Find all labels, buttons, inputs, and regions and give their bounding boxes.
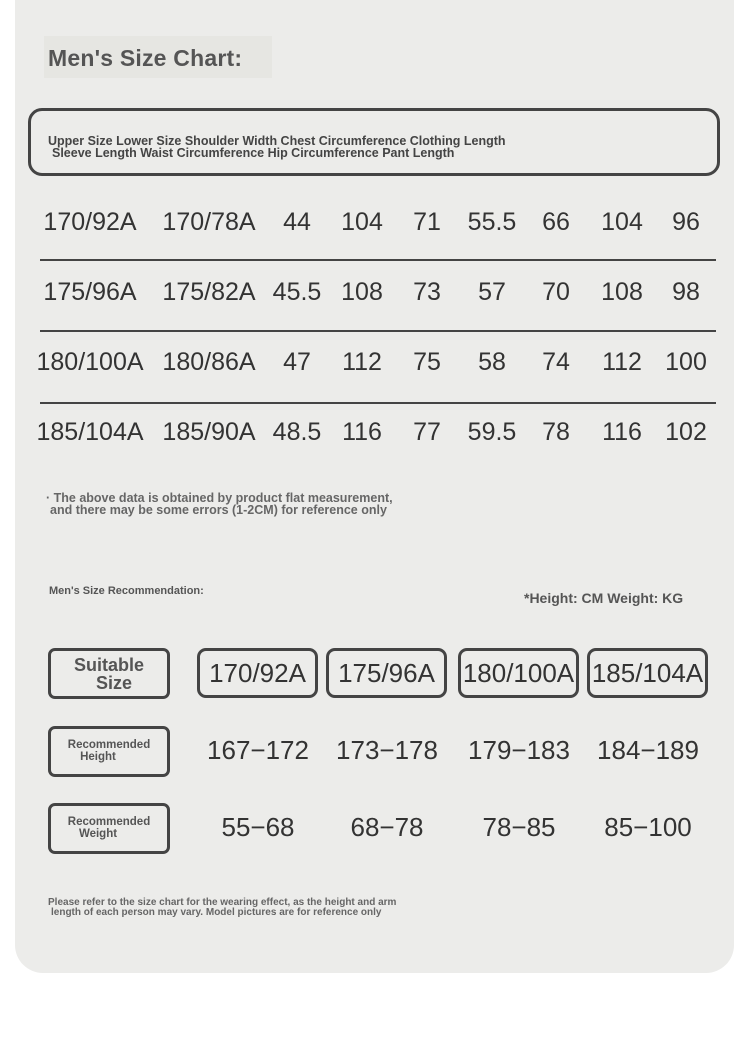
table-cell: 45.5 (272, 278, 322, 306)
table-cell: 180/86A (162, 348, 256, 376)
height-range-2: 173−178 (336, 735, 438, 765)
table-cell: 175/82A (162, 278, 256, 306)
footer-note-line-2: length of each person may vary. Model pictures are for reference only (51, 907, 382, 918)
recommendation-title: Men's Size Recommendation: (49, 585, 204, 597)
recommended-height-label-line-2: Height (80, 750, 116, 763)
height-range-4: 184−189 (597, 735, 699, 765)
size-option-3: 180/100A (458, 648, 579, 698)
recommended-height-label (48, 726, 170, 777)
table-cell: 108 (601, 278, 643, 306)
height-range-3: 179−183 (468, 735, 570, 765)
weight-range-2: 68−78 (350, 812, 424, 842)
column-header-box (28, 108, 720, 176)
suitable-size-label-line-2: Size (95, 672, 133, 693)
units-note: *Height: CM Weight: KG (524, 590, 684, 606)
measurement-note (46, 492, 393, 516)
table-cell: 112 (342, 348, 382, 376)
height-range-1: 167−172 (207, 735, 309, 765)
table-cell: 71 (413, 208, 441, 236)
table-cell: 47 (283, 348, 311, 376)
table-row (36, 338, 716, 394)
table-row (36, 408, 716, 464)
table-cell: 180/100A (36, 348, 144, 376)
table-cell: 48.5 (272, 418, 322, 446)
table-cell: 185/90A (162, 418, 256, 446)
column-header-line-1: Upper Size Lower Size Shoulder Width Chest Circumference Clothing Length (48, 134, 506, 148)
table-cell: 73 (413, 278, 441, 306)
table-cell: 116 (602, 418, 642, 446)
size-option-2: 175/96A (326, 648, 447, 698)
recommended-height-label-line-1: Recommended (67, 739, 151, 751)
recommended-weight-label-line-1: Recommended (67, 816, 151, 828)
weight-range-1: 55−68 (221, 812, 295, 842)
table-cell: 112 (602, 348, 642, 376)
suitable-size-label-line-1: Suitable (73, 654, 144, 675)
recommended-weight-label (48, 803, 170, 854)
table-cell: 104 (341, 208, 383, 236)
weight-range-4: 85−100 (604, 812, 692, 842)
table-cell: 75 (413, 348, 441, 376)
table-cell: 104 (601, 208, 643, 236)
suitable-size-label (48, 648, 170, 699)
table-cell: 102 (665, 418, 707, 446)
table-cell: 175/96A (43, 278, 137, 306)
table-cell: 170/92A (43, 208, 137, 236)
table-cell: 170/78A (162, 208, 256, 236)
table-cell: 185/104A (36, 418, 144, 446)
table-cell: 57 (478, 278, 506, 306)
table-cell: 116 (342, 418, 382, 446)
footer-note (48, 898, 396, 918)
table-cell: 96 (672, 208, 700, 236)
row-divider (40, 259, 716, 261)
table-cell: 66 (542, 208, 570, 236)
table-cell: 58 (478, 348, 506, 376)
table-cell: 74 (542, 348, 570, 376)
table-cell: 59.5 (467, 418, 517, 446)
page-title: Men's Size Chart: (48, 45, 243, 71)
table-row (40, 268, 716, 324)
column-header-line-2: Sleeve Length Waist Circumference Hip Circumference Pant Length (52, 146, 455, 160)
table-cell: 77 (413, 418, 441, 446)
row-divider (40, 402, 716, 404)
size-option-1: 170/92A (197, 648, 318, 698)
recommended-weight-label-line-2: Weight (78, 827, 118, 840)
measurement-note-line-1: · The above data is obtained by product flat measurement, (46, 491, 393, 505)
row-divider (40, 330, 716, 332)
table-cell: 55.5 (467, 208, 517, 236)
footer-note-line-1: Please refer to the size chart for the wearing effect, as the height and arm (48, 897, 397, 908)
table-cell: 108 (341, 278, 383, 306)
table-cell: 70 (542, 278, 570, 306)
table-cell: 98 (672, 278, 700, 306)
table-cell: 78 (542, 418, 570, 446)
table-row (40, 198, 716, 254)
measurement-note-line-2: and there may be some errors (1-2CM) for reference only (50, 503, 387, 517)
table-cell: 44 (283, 208, 311, 236)
weight-range-3: 78−85 (482, 812, 556, 842)
size-option-4: 185/104A (587, 648, 708, 698)
table-cell: 100 (665, 348, 707, 376)
